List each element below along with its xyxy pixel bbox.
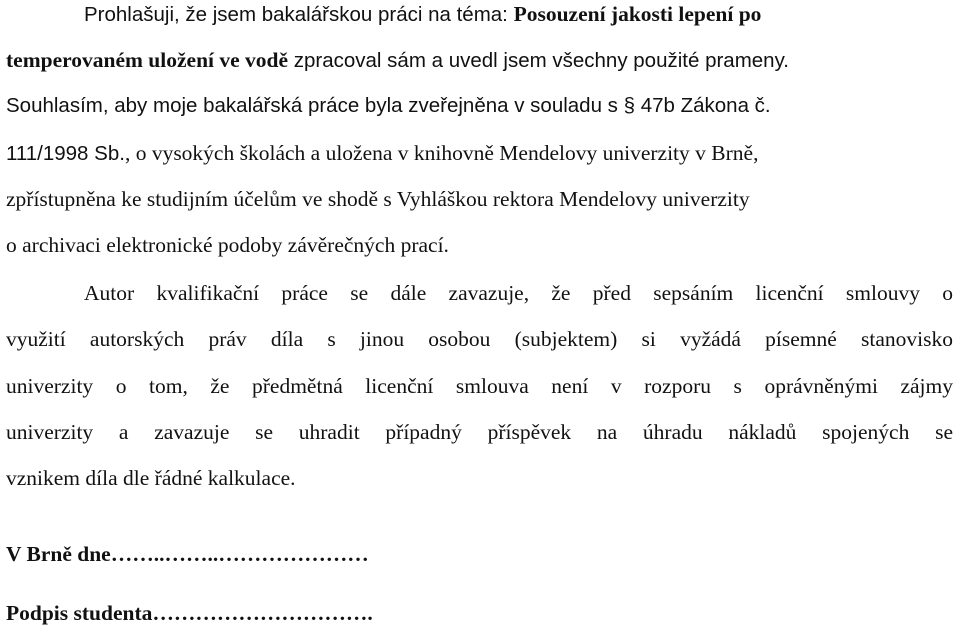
obligation-line-4: univerzity a zavazuje se uhradit případný příspěvek na úhradu nákladů spojených se <box>6 420 953 444</box>
declaration-line-5: zpřístupněna ke studijním účelům ve shodě s Vyhláškou rektora Mendelovy univerzity <box>6 187 750 211</box>
student-signature-field: Podpis studenta…………………………. <box>6 601 373 625</box>
obligation-line-5: vznikem díla dle řádné kalkulace. <box>6 466 296 490</box>
obligation-line-3: univerzity o tom, že předmětná licenční smlouva není v rozporu s oprávněnými zájmy <box>6 374 953 398</box>
declaration-line-1 <box>84 0 761 29</box>
obligation-line-2: využití autorských práv díla s jinou osobou (subjektem) si vyžádá písemné stanovisko <box>6 327 953 351</box>
obligation-line-1: Autor kvalifikační práce se dále zavazuje, že před sepsáním licenční smlouvy o <box>84 281 953 305</box>
declaration-sources-text: zpracoval sám a uvedl jsem všechny použité prameny. <box>288 49 790 72</box>
thesis-title-part-1: Posouzení jakosti lepení po <box>513 2 762 26</box>
declaration-line-2 <box>6 46 789 75</box>
library-deposit-text: , o vysokých školách a uložena v knihovně Mendelovy univerzity v Brně, <box>124 141 759 165</box>
declaration-intro-text: Prohlašuji, že jsem bakalářskou práci na téma: <box>84 3 514 26</box>
declaration-line-6: o archivaci elektronické podoby závěrečných prací. <box>6 233 449 257</box>
law-reference: 111/1998 Sb. <box>6 142 125 165</box>
declaration-line-3: Souhlasím, aby moje bakalářská práce byla zveřejněna v souladu s § 47b Zákona č. <box>6 94 771 117</box>
place-date-field: V Brně dne……..……..………………… <box>6 542 369 566</box>
declaration-line-4 <box>6 139 758 168</box>
thesis-title-part-2: temperovaném uložení ve vodě <box>6 48 289 72</box>
